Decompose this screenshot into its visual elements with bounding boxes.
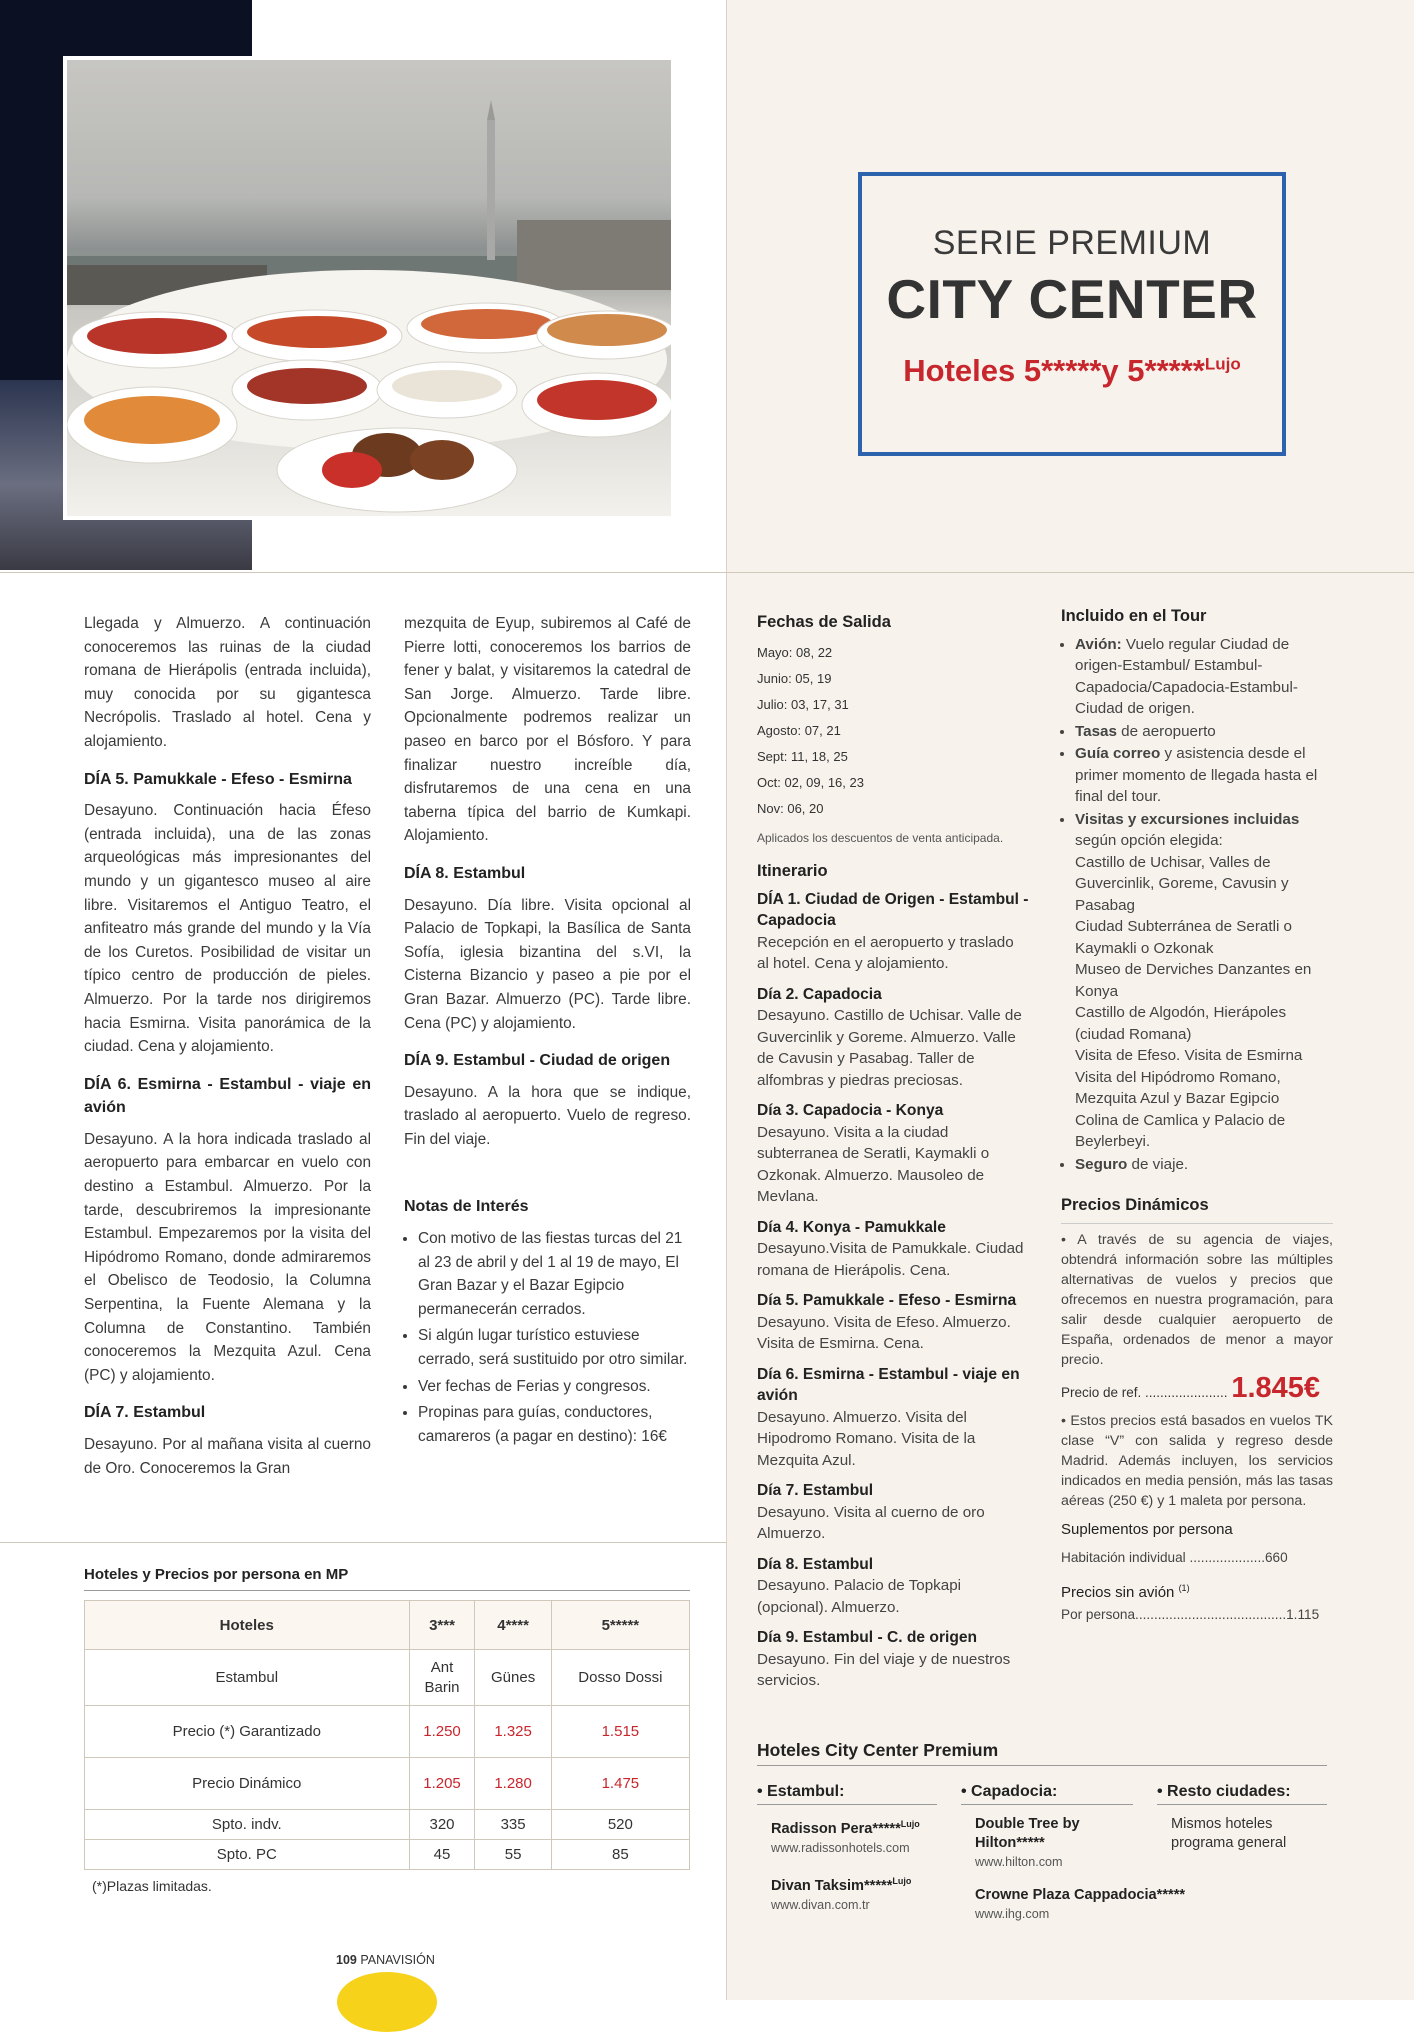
cell: 1.475 [551, 1758, 689, 1810]
day-text: Desayuno. Castillo de Uchisar. Valle de Guvercinlik y Goreme. Almuerzo. Valle de Cavusin y Pasabag. Taller de alfombras y piedras preciosas. [757, 1007, 1022, 1089]
hotel-url: www.divan.com.tr [771, 1897, 870, 1912]
page-footer [336, 1953, 435, 1967]
cell: 1.250 [409, 1706, 475, 1758]
fecha-item: Agosto: 07, 21 [757, 722, 841, 738]
table-caption: Hoteles y Precios por persona en MP [84, 1566, 349, 1583]
header-cell: 4**** [475, 1601, 551, 1650]
hotel-name-sup: Lujo [892, 1875, 912, 1886]
hotel-name: Double Tree by Hilton***** [975, 1816, 1080, 1851]
sin-avion-sup: (1) [1178, 1583, 1190, 1593]
incluido-item-text: Vuelo regular Ciudad de origen-Estambul/ Estambul-Capadocia/Capadocia-Estambul-Ciudad de origen. [1075, 635, 1298, 717]
table-row [85, 1650, 690, 1706]
right-column-a [757, 612, 1029, 1701]
itinerary-day [757, 1217, 1029, 1282]
fecha-item: Nov: 06, 20 [757, 800, 824, 816]
day-title: Día 9. Estambul - C. de origen [757, 1629, 978, 1646]
cell: 1.515 [551, 1706, 689, 1758]
header-cell: 5***** [551, 1601, 689, 1650]
hotel-list [961, 1815, 1186, 1924]
day6-text: Desayuno. A la hora indicada traslado al aeropuerto para embarcar en vuelo con destino a Estambul. Almuerzo. Por la tarde, descubriremos la impresionante Estambul. Empezaremos por la visita del Hipódromo Romano, donde admiraremos el Obelisco de Teodosio, la Columna Serpentina, la Fuente Alemana y la Columna de Constantino. También conoceremos la Mezquita Azul. Cena (PC) y alojamiento. [84, 1130, 371, 1384]
hotel-category-sup: Lujo [1204, 354, 1241, 374]
visita-item: Museo de Derviches Danzantes en Konya [1075, 961, 1312, 1000]
itinerary-day [757, 1364, 1029, 1472]
itinerary-day [757, 1290, 1029, 1355]
incluido-title: Incluido en el Tour [1061, 607, 1207, 625]
table-header-row [85, 1601, 690, 1650]
hotel-col-head: • Capadocia: [961, 1782, 1133, 1805]
visita-item: Visita de Efeso. Visita de Esmirna [1075, 1047, 1303, 1064]
horizontal-divider [0, 572, 1414, 573]
suplementos-line: Habitación individual ....................660 [1061, 1549, 1288, 1565]
hotel-col-capadocia [961, 1782, 1186, 1938]
day9-text: Desayuno. A la hora que se indique, traslado al aeropuerto. Vuelo de regreso. Fin del viaje. [404, 1083, 691, 1148]
incluido-list [1061, 634, 1333, 1176]
cell: 1.205 [409, 1758, 475, 1810]
vertical-divider [726, 0, 727, 2000]
hotel-name-sup: Lujo [900, 1819, 920, 1829]
right-column-b [1061, 606, 1333, 1625]
visita-item: Visita del Hipódromo Romano, Mezquita Azul y Bazar Egipcio [1075, 1068, 1281, 1107]
suplementos-title: Suplementos por persona [1061, 1521, 1233, 1538]
cell: 335 [475, 1810, 551, 1840]
incluido-item [1075, 1154, 1333, 1176]
day-title: Día 7. Estambul [757, 1482, 874, 1499]
table-row [85, 1840, 690, 1870]
day-title: Día 8. Estambul [757, 1555, 874, 1573]
hotel-note: Mismos hoteles programa general [1171, 1816, 1287, 1851]
cell: 55 [475, 1840, 551, 1870]
ref-price-value: 1.845€ [1231, 1371, 1321, 1404]
itinerario-title: Itinerario [757, 862, 828, 880]
precios-note: • Estos precios está basados en vuelos TK clase “V” con salida y regreso desde Madrid. Además incluyen, los servicios indicados en media pensión, más las tasas aéreas (250 €) y 1 maleta por persona. [1061, 1413, 1333, 1509]
row-label: Precio (*) Garantizado [85, 1706, 410, 1758]
day-text: Desayuno. Fin del viaje y de nuestros servicios. [757, 1650, 1011, 1689]
table-row [85, 1810, 690, 1840]
day-title: Día 2. Capadocia [757, 985, 882, 1003]
yellow-tab-decoration [337, 1972, 437, 2032]
incluido-item-text: según opción elegida: [1075, 832, 1223, 849]
hotel-col-resto [1157, 1782, 1327, 1853]
table-row [85, 1758, 690, 1810]
header-cell: Hoteles [85, 1601, 410, 1650]
visita-item: Castillo de Uchisar, Valles de Guvercinlik, Goreme, Cavusin y Pasabag [1075, 853, 1289, 914]
table-divider [0, 1542, 727, 1543]
table-row [85, 1706, 690, 1758]
hotel-category [862, 353, 1282, 389]
hotel-list [757, 1815, 937, 1915]
left-column-2 [404, 612, 691, 1451]
fechas-title: Fechas de Salida [757, 613, 891, 631]
nota-item: • Propinas para guías, conductores, camareros (a pagar en destino): 16€ [418, 1401, 691, 1448]
incluido-item-text: y asistencia desde el primer momento de llegada hasta el final del tour. [1075, 745, 1318, 805]
page-number: 109 [336, 1953, 357, 1967]
sin-avion-title [1061, 1578, 1333, 1604]
visita-item: Castillo de Algodón, Hierápoles (ciudad Romana) [1075, 1004, 1287, 1043]
fechas-list [757, 640, 1029, 822]
day-text: Desayuno. Visita de Efeso. Almuerzo. Visita de Esmirna. Cena. [757, 1313, 1011, 1352]
day8-title: DÍA 8. Estambul [404, 864, 526, 882]
series-name: CITY CENTER [886, 268, 1258, 330]
nota-item: • Si algún lugar turístico estuviese cerrado, será sustituido por otro similar. [418, 1324, 691, 1371]
day7-continuation: mezquita de Eyup, subiremos al Café de Pierre lotti, conoceremos los barrios de fener y balat, y visitaremos la catedral de San Jorge. Almuerzo. Tarde libre. Opcionalmente podremos realizar un paseo en barco por el Bósforo. Y para finalizar nuestro increíble día, disfrutaremos de una cena en una taberna típica del barrio de Kumkapi. Alojamiento. [404, 615, 691, 845]
fecha-item: Sept: 11, 18, 25 [757, 748, 848, 764]
day8-text: Desayuno. Día libre. Visita opcional al Palacio de Topkapi, la Basílica de Santa Sofía, iglesia bizantina del s.VI, la Cisterna Bizancio y paseo a pie por el Gran Bazar. Almuerzo (PC). Tarde libre. Cena (PC) y alojamiento. [404, 896, 691, 1032]
hotel-col-estambul [757, 1782, 937, 1929]
notas-title: Notas de Interés [404, 1198, 529, 1216]
series-label: SERIE PREMIUM [932, 224, 1212, 262]
day5-text: Desayuno. Continuación hacia Éfeso (entrada incluida), una de las zonas arqueológicas más impresionantes del mundo y un gigantesco museo al aire libre. Visitaremos el Antiguo Teatro, el anfiteatro más grande del mundo y la Vía de los Curetos. Posibilidad de visitar un típico centro de producción de pieles. Almuerzo. Por la tarde nos dirigiremos hacia Esmirna. Visita panorámica de la ciudad. Cena y alojamiento. [84, 802, 371, 1056]
day-text: Recepción en el aeropuerto y traslado al hotel. Cena y alojamiento. [757, 933, 1014, 972]
hoteles-cc-title: Hoteles City Center Premium [757, 1740, 999, 1760]
table-footnote: (*)Plazas limitadas. [92, 1878, 212, 1894]
cell: 45 [409, 1840, 475, 1870]
header-cell: 3*** [409, 1601, 475, 1650]
incluido-item-text: de viaje. [1127, 1155, 1189, 1173]
incluido-item [1075, 634, 1333, 720]
cell: 520 [551, 1810, 689, 1840]
cell: 1.280 [475, 1758, 551, 1810]
food-illustration [67, 60, 671, 516]
sin-avion-line: Por persona........................................1.115 [1061, 1606, 1320, 1622]
notas-list [404, 1227, 691, 1448]
food-photo-frame [63, 56, 675, 520]
fecha-item: Mayo: 08, 22 [757, 644, 833, 660]
visitas-list [1075, 852, 1333, 1153]
incluido-item [1075, 721, 1333, 743]
hotel-url: www.radissonhotels.com [771, 1840, 910, 1855]
precios-text: • A través de su agencia de viajes, obtendrá información sobre las múltiples alternativas de vuelos y precios que ofrecemos en nuestra programación, para salir desde cualquier aeropuerto de España, ordenados de menor a mayor precio. [1061, 1231, 1333, 1368]
incluido-item-label: Avión: [1075, 635, 1122, 653]
hotel-name-text: Divan Taksim***** [771, 1877, 893, 1894]
cell: 85 [551, 1840, 689, 1870]
hotel-url: www.ihg.com [975, 1907, 1050, 1921]
visita-item: Ciudad Subterránea de Seratli o Kaymakli o Ozkonak [1075, 918, 1292, 957]
fecha-item: Junio: 05, 19 [757, 670, 832, 686]
hotel-url: www.hilton.com [975, 1855, 1063, 1869]
incluido-item [1075, 743, 1333, 808]
day-title: Día 6. Esmirna - Estambul - viaje en avión [757, 1365, 1020, 1404]
itinerary-day [757, 984, 1029, 1092]
intro-text: Llegada y Almuerzo. A continuación conoceremos las ruinas de la ciudad romana de Hierápolis (entrada incluida), muy conocida por su gigantesca Necrópolis. Traslado al hotel. Cena y alojamiento. [84, 615, 371, 750]
hotel-name-text: Radisson Pera***** [771, 1820, 901, 1837]
cell: Ant Barin [409, 1650, 475, 1706]
nota-item: • Con motivo de las fiestas turcas del 21 al 23 de abril y del 1 al 19 de mayo, El Gran Bazar y el Bazar Egipcio permanecerán cerrados. [418, 1227, 691, 1321]
cell: Günes [475, 1650, 551, 1706]
cell: 1.325 [475, 1706, 551, 1758]
itinerary-day [757, 1100, 1029, 1208]
row-label: Precio Dinámico [85, 1758, 410, 1810]
day-text: Desayuno. Visita a la ciudad subterranea de Seratli, Kaymakli o Ozkonak. Almuerzo. Mausoleo de Mevlana. [757, 1123, 990, 1205]
istanbul-food-photo [67, 60, 671, 516]
day7-title: DÍA 7. Estambul [84, 1404, 206, 1422]
itinerary-day [757, 1627, 1029, 1692]
day-text: Desayuno. Palacio de Topkapi (opcional). Almuerzo. [757, 1577, 962, 1616]
cell: Dosso Dossi [551, 1650, 689, 1706]
hotel-name [771, 1815, 937, 1839]
hotel-col-head: • Estambul: [757, 1782, 937, 1805]
itinerary-day [757, 889, 1029, 975]
incluido-item-label: Guía correo [1075, 745, 1161, 762]
itinerary-day [757, 1554, 1029, 1619]
caption-rule [84, 1590, 690, 1591]
sin-avion-label: Precios sin avión [1061, 1584, 1175, 1601]
brand-name: PANAVISIÓN [360, 1953, 435, 1967]
fecha-item: Oct: 02, 09, 16, 23 [757, 774, 864, 790]
incluido-item-text: de aeropuerto [1116, 722, 1216, 740]
day-title: Día 5. Pamukkale - Efeso - Esmirna [757, 1292, 1017, 1309]
visita-item: Colina de Camlica y Palacio de Beylerbeyi. [1075, 1111, 1286, 1150]
row-label: Estambul [85, 1650, 410, 1706]
ref-price-label: Precio de ref. ...................... [1061, 1384, 1228, 1400]
series-title-box [858, 172, 1286, 456]
day-title: DÍA 1. Ciudad de Origen - Estambul - Capadocia [757, 890, 1029, 929]
left-column-1 [84, 612, 371, 1494]
incluido-item-label: Seguro [1075, 1155, 1128, 1173]
row-label: Spto. PC [85, 1840, 410, 1870]
day9-title: DÍA 9. Estambul - Ciudad de origen [404, 1052, 671, 1070]
day6-title: DÍA 6. Esmirna - Estambul - viaje en avión [84, 1075, 371, 1117]
hoteles-cc-rule [757, 1765, 1327, 1766]
incluido-item-label: Tasas [1075, 722, 1117, 740]
day5-title: DÍA 5. Pamukkale - Efeso - Esmirna [84, 770, 352, 788]
fechas-note: Aplicados los descuentos de venta anticipada. [757, 830, 1004, 845]
hotel-name: Crowne Plaza Cappadocia***** [975, 1887, 1186, 1903]
row-label: Spto. indv. [85, 1810, 410, 1840]
itinerary-day [757, 1480, 1029, 1545]
day7-text: Desayuno. Por al mañana visita al cuerno de Oro. Conoceremos la Gran [84, 1436, 371, 1477]
hotel-category-text: Hoteles 5*****y 5***** [903, 353, 1205, 388]
day-text: Desayuno.Visita de Pamukkale. Ciudad romana de Hierápolis. Cena. [757, 1240, 1024, 1279]
hotel-price-table [84, 1600, 690, 1870]
hotel-col-head: • Resto ciudades: [1157, 1782, 1327, 1805]
hotel-name [771, 1872, 937, 1896]
day-title: Día 4. Konya - Pamukkale [757, 1218, 946, 1236]
precios-title: Precios Dinámicos [1061, 1195, 1333, 1224]
incluido-item-label: Visitas y excursiones incluidas [1075, 810, 1300, 828]
nota-item: • Ver fechas de Ferias y congresos. [418, 1375, 691, 1399]
ref-price-row [1061, 1371, 1333, 1404]
day-text: Desayuno. Visita al cuerno de oro Almuerzo. [757, 1503, 985, 1542]
day-title: Día 3. Capadocia - Konya [757, 1102, 944, 1119]
cell: 320 [409, 1810, 475, 1840]
fecha-item: Julio: 03, 17, 31 [757, 696, 849, 712]
day-text: Desayuno. Almuerzo. Visita del Hipodromo Romano. Visita de la Mezquita Azul. [757, 1408, 976, 1469]
incluido-item [1075, 809, 1333, 1153]
